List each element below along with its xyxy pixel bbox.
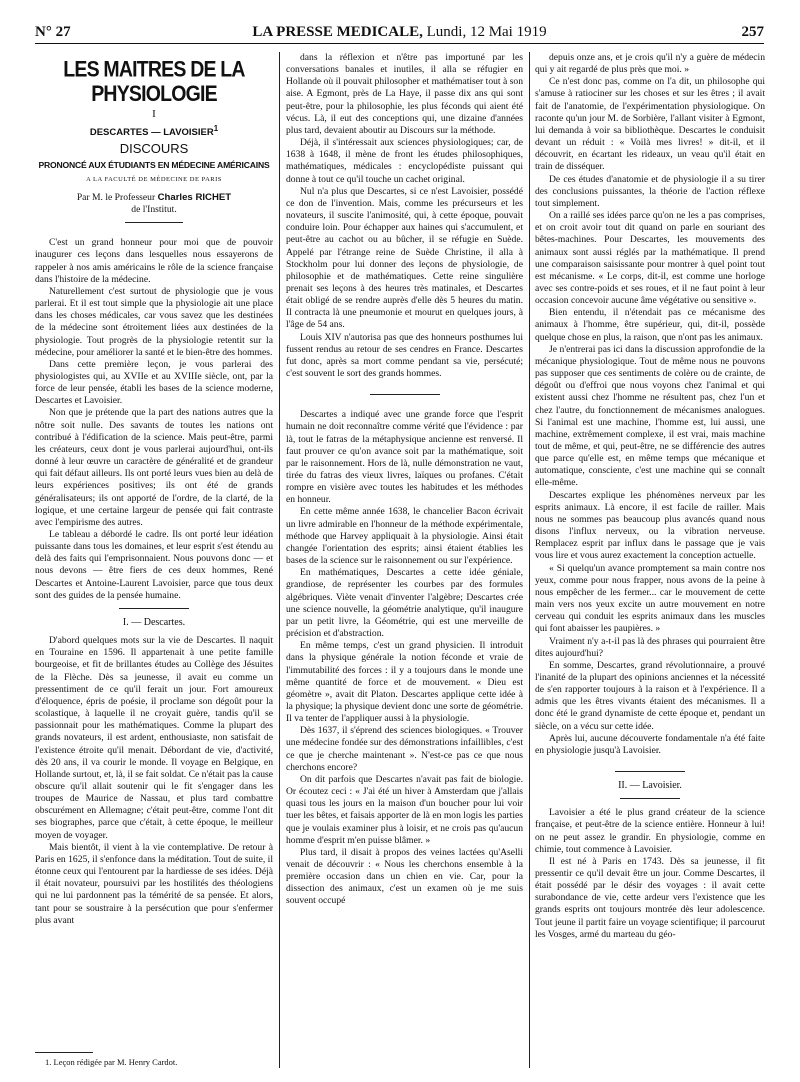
paragraph: Descartes explique les phénomènes nerveux par les esprits animaux. Là encore, il est facile de railler. Mais nous ne sommes pas beaucoup plus avancés quand nous disons l'influx nerveux, ou la vibration nerveuse. Remplacez esprit par influx dans le passage que je vais vous lire et vous aurez exactement la conception actuelle.	[535, 489, 765, 562]
paragraph: Dès 1637, il s'éprend des sciences biologiques. « Trouver une médecine fondée sur des démonstrations infaillibles, c'est ce que je cherche maintenant ». N'est-ce pas ce que nous cherchons encore?	[286, 725, 523, 773]
faculty-line: A LA FACULTÉ DE MÉDECINE DE PARIS	[86, 175, 222, 183]
article-part-number: I	[152, 108, 156, 120]
paragraph: Après lui, aucune découverte fondamentale n'a été faite en physiologie jusqu'à Lavoisier.	[535, 732, 765, 756]
paragraph: Je n'entrerai pas ici dans la discussion approfondie de la mécanique physiologique. Tout de même nous ne pouvons pas supposer que ces sentiments de colère ou de crainte, de dégoût ou d'effroi que nous voyons chez l'animal et qui existent aussi chez l'homme ne résultent pas, chez l'un et chez l'autre, du fonctionnement de mécanismes analogues. Si l'animal est une machine, l'homme est, lui aussi, une machine, extrêmement complexe, il est vrai, mais machine tout de même, et qui, peut-être, ne se différencie des autres que parce qu'elle est, en même temps que mécanique et automatique, consciente, c'est une machine qui se connaît elle-même.	[535, 343, 765, 489]
column-divider	[279, 52, 280, 1068]
issue-number: N° 27	[35, 24, 71, 40]
section-divider	[119, 608, 189, 609]
subtitle-text: DESCARTES — LAVOISIER	[89, 127, 214, 139]
issue-date: Lundi, 12 Mai 1919	[426, 24, 547, 40]
paragraph: Lavoisier a été le plus grand créateur de la science française, et peut-être de la science entière. Honneur à lui! on ne peut assez le grandir. En physiologie, comme en chimie, tout commence à Lavoisier.	[535, 807, 765, 855]
article-subtitle	[35, 123, 273, 139]
author-institution: de l'Institut.	[131, 204, 177, 216]
paragraph: Il est né à Paris en 1743. Dès sa jeunesse, il fit pressentir ce qu'il devait être un jour. Comme Descartes, il était possédé par le désir des voyages : il avait cette surabondance de vie, cette ardeur vers l'existence que les grands esprits ont toujours montrée dès leur adolescence. Tout jeune il partit faire un voyage scientifique; il parcourut les Vosges, armé du marteau du géo-	[535, 855, 765, 940]
footnote-marker: 1	[213, 124, 219, 134]
paragraph: En même temps, c'est un grand physicien. Il introduit dans la physique générale la notion féconde et vraie de l'immutabilité des forces : il y a toujours dans le monde une même quantité de force et de mouvement. « Dieu est géomètre », avait dit Platon. Descartes applique cette idée à la physique; la physique devient donc une sorte de géométrie. Il va tenter de l'appliquer aussi à la physiologie.	[286, 640, 523, 725]
column-2-paragraphs-b	[286, 409, 523, 907]
footnote-text: 1. Leçon rédigée par M. Henry Cardot.	[45, 1057, 178, 1067]
paragraph: Non que je prétende que la part des nations autres que la nôtre soit nulle. Des savants de toutes les nations ont contribué à l'édification de la science. Mais peut-être, parmi les créateurs, ceux dont je vous parlerai aujourd'hui, ont-ils donné à leur œuvre un caractère de généralité et de grandeur qui fait défaut ailleurs. Ils ont porté leurs vues bien au delà de leurs expériences positives; ils ont été de grands généralisateurs; ils ont apporté de l'ordre, de la clarté, de la logique, et une certaine largeur de pensée qui fait contraste avec l'empirisme des autres.	[35, 407, 273, 528]
paragraph: Bien entendu, il n'étendait pas ce mécanisme des animaux à l'homme, être supérieur, qui, dit-il, possède quelque chose en plus, la raison, que n'ont pas les animaux.	[535, 307, 765, 343]
column-3	[535, 52, 765, 1070]
section-divider	[615, 771, 685, 772]
paragraph: Déjà, il s'intéressait aux sciences physiologiques; car, de 1638 à 1648, il mène de front les études philosophiques, mathématiques, médicales : encyclopédiste puissant qui donne à tout ce qu'il touche un cachet original.	[286, 137, 523, 185]
author-prefix: Par M. le Professeur	[76, 191, 156, 203]
article-title: LES MAITRES DE LA PHYSIOLOGIE	[63, 57, 245, 107]
column-divider	[529, 52, 530, 1068]
column-2	[286, 52, 523, 1070]
header-divider	[35, 43, 764, 44]
paragraph: Mais bientôt, il vient à la vie contemplative. De retour à Paris en 1625, il s'enfonce dans la méditation. Tout de suite, il étonne ceux qui l'entourent par la hardiesse de ses idées. Déjà il était novateur, poursuivi par les hostilités des théologiens qui ne lui pardonnent pas la témérité de sa pensée. Et alors, tant pour se soustraire à la persécution que pour s'enfermer plus avant	[35, 841, 273, 926]
section-divider	[620, 798, 680, 799]
paragraph: Dans cette première leçon, je vous parlerai des physiologistes qui, au XVIIe et au XVIIIe siècle, ont, par la force de leur pensée, établi les bases de la science moderne, Descartes et Lavoisier.	[35, 358, 273, 407]
paragraph: « Si quelqu'un avance promptement sa main contre nos yeux, comme pour nous frapper, nous avons de la peine à nous empêcher de les fermer... car le mouvement de cette main vers nos yeux excite un autre mouvement en notre cerveau qui conduit les esprits animaux dans les muscles qui font abaisser les paupières. »	[535, 562, 765, 635]
paragraph: C'est un grand honneur pour moi que de pouvoir inaugurer ces leçons dans lesquelles nous essayerons de rappeler à nos amis américains le rôle de la science française dans l'histoire de la médecine.	[35, 237, 273, 285]
paragraph: En cette même année 1638, le chancelier Bacon écrivait un livre admirable en l'honneur de la méthode expérimentale, méthode que Harvey appliquait à la physiologie. Ainsi était changée l'orientation des esprits; ainsi étaient établies les bases de la science sur le raisonnement ou sur l'expérience.	[286, 506, 523, 567]
lavoisier-paragraphs	[535, 807, 765, 941]
author-line	[35, 192, 273, 204]
paragraph: Le tableau a débordé le cadre. Ils ont porté leur idéation puissante dans tous les domaines, et leur esprit s'est étendu au delà des faits qui l'emprisonnaient. Nous pouvons donc — et nous devons — être fiers de ces deux hommes, René Descartes et Antoine-Laurent Lavoisier, parce que tous deux sont des guides de la pensée humaine.	[35, 529, 273, 601]
paragraph: Naturellement c'est surtout de physiologie que je vous parlerai. Et il est tout simple que la physiologie ait une place dans les choses médicales, car vous savez que les destinées de la médecine sont étroitement liées aux destinées de la physiologie. Tout progrès de la physiologie retentit sur la médecine, pour améliorer la santé et le bien-être des hommes.	[35, 285, 273, 358]
page-number: 257	[741, 24, 764, 40]
column-1	[35, 52, 273, 1070]
paragraph: Ce n'est donc pas, comme on l'a dit, un philosophe qui s'amuse à ratiociner sur les choses et sur les êtres ; il avait fait de l'anatomie, de l'expérimentation physiologique. On raconte qu'un jour M. de Sorbière, l'allant visiter à Egmont, lui demanda à voir sa bibliothèque. Descartes le conduisit devant un réduit : « Voilà mes livres! » dit-il, et il découvrit, en écartant les rideaux, un veau qu'il était en train de disséquer.	[535, 76, 765, 173]
journal-header	[35, 24, 764, 41]
page-header	[35, 20, 764, 42]
footnote-divider	[35, 1052, 93, 1053]
paragraph: On a raillé ses idées parce qu'on ne les a pas comprises, et on croit avoir tout dit quand on parle en souriant des bêtes-machines. Pour Descartes, les mouvements des animaux sont aussi réglés par la mathématique. Il prend une comparaison saisissante pour montrer à quel point tout est mécanisme. « Le corps, dit-il, est comme une horloge avec ses contre-poids et ses roues, et il ne faut point à leur occasion concevoir aucune âme végétative ou sensitive ».	[535, 210, 765, 307]
paragraph: Vraiment n'y a-t-il pas là des phrases qui pourraient être dites aujourd'hui?	[535, 635, 765, 659]
paragraph: Plus tard, il disait à propos des veines lactées qu'Aselli venait de découvrir : « Nous les cherchons ensemble à la première occasion dans un chien en vie. Car, pour la dissection des animaux, c'est un examen où je me suis souvent occupé	[286, 846, 523, 907]
paragraph: Louis XIV n'autorisa pas que des honneurs posthumes lui fussent rendus au retour de ses cendres en France. Descartes fut donc, après sa mort comme pendant sa vie, persécuté; c'est souvent le sort des grands hommes.	[286, 331, 523, 380]
footnote	[35, 1052, 273, 1067]
paragraph: Descartes a indiqué avec une grande force que l'esprit humain ne doit reconnaître comme vérité que l'évidence : par là, tout le fatras de la métaphysique ancienne est renversé. Il faut prouver ce qu'on avance soit par la mathématique, soit par le raisonnement. Hors de là, nulle démonstration ne vaut, tirée du fatras des vieux livres, laïques ou profanes. C'était rompre en visière avec toutes les habitudes et les méthodes en honneur.	[286, 409, 523, 506]
descartes-paragraphs	[35, 635, 273, 927]
intro-paragraphs	[35, 237, 273, 602]
author-name: Charles RICHET	[157, 191, 232, 203]
section-heading-descartes: I. — Descartes.	[122, 616, 186, 628]
paragraph: En mathématiques, Descartes a cette idée géniale, grandiose, de représenter les courbes par des formules algébriques. Viète venait d'inventer l'algèbre; Descartes crée une science nouvelle, la géométrie analytique, qu'il inaugure par un petit livre, la Géométrie, qui est une merveille de précision et d'abstraction.	[286, 567, 523, 640]
paragraph: De ces études d'anatomie et de physiologie il a su tirer des conclusions puissantes, la théorie de l'action réflexe tout simplement.	[535, 173, 765, 209]
section-heading-lavoisier: II. — Lavoisier.	[618, 780, 682, 792]
column-2-paragraphs-a	[286, 52, 523, 380]
paragraph: depuis onze ans, et je crois qu'il n'y a guère de médecin qui y ait regardé de plus près que moi. »	[535, 52, 765, 76]
paragraph: Nul n'a plus que Descartes, si ce n'est Lavoisier, possédé ce don de l'invention. Mais, comme les précurseurs et les novateurs, il suscite l'animosité, qui, à cette époque, pouvait conduire loin. Pour échapper aux haines qui s'accumulent, et peut-être au cachot ou au bûcher, il se réfugie en Suède. Appelé par l'étrange reine de Suède Christine, il alla à Stockholm pour lui donner des leçons de physiologie, de philosophie et de mathématiques. Cette reine singulière prenait ses leçons à des heures très matinales, et Descartes était obligé de se rendre auprès d'elle dès 5 heures du matin. Il contracta là une pneumonie et mourut en quelques jours, à l'âge de 54 ans.	[286, 185, 523, 331]
pronounced-line: PRONONCÉ AUX ÉTUDIANTS EN MÉDECINE AMÉRICAINS	[38, 159, 270, 170]
column-3-paragraphs-a	[535, 52, 765, 757]
discours-heading: DISCOURS	[119, 141, 189, 157]
section-divider	[370, 394, 440, 395]
paragraph: dans la réflexion et n'être pas importuné par les conversations banales et inutiles, il alla se réfugier en Hollande où il pouvait philosopher et mathématiser tout à son aise. A Egmont, près de La Haye, il passe dix ans qui sont peut-être, pour la philosophie, les plus féconds qui aient été vécus. Là, il eut des conceptions qui, une dizaine d'années plus tard, devaient aboutir au Discours sur la méthode.	[286, 52, 523, 136]
paragraph: D'abord quelques mots sur la vie de Descartes. Il naquit en Touraine en 1596. Il appartenait à une petite famille bourgeoise, et fit de brillantes études au Collège des Jésuites de la Flèche. Dès sa jeunesse, il avait eu comme un pressentiment de ce qu'il ferait un jour. Fort amoureux d'éloquence, épris de poésie, il proclame son dégoût pour la scolastique, à laquelle il ne croyait guère, tandis qu'il se passionnait pour les mathématiques. Comme la plupart des grands novateurs, il est ardent, enthousiaste, non satisfait de l'existence étroite qu'il menait. Débordant de vie, d'activité, dès 20 ans, il va courir le monde. Il voyage en Belgique, en Hollande surtout, et, là, il se fait soldat. Ce n'était pas la cause obscure qu'il allait soutenir qui le fit s'engager dans les troupes de Maurice de Nassau, et plus tard combattre obscurément en Allemagne; c'était peut-être, comme l'ont dit ses biographes, parce que c'était, à cette époque, le meilleur moyen de voyager.	[35, 635, 273, 841]
paragraph: En somme, Descartes, grand révolutionnaire, a prouvé l'inanité de la plupart des opinions anciennes et la nécessité de s'en rapporter toujours à la raison et à l'expérience. Il a admis que les êtres vivants étaient des mécanismes. Il a donc été le grand dynamiste de cette époque et, pendant un siècle, on a vécu sur cette idée.	[535, 659, 765, 732]
paragraph: On dit parfois que Descartes n'avait pas fait de biologie. Or écoutez ceci : « J'ai été un hiver à Amsterdam que j'allais quasi tous les jours en la maison d'un boucher pour lui voir tuer les bêtes, et faisais apporter de là en mon logis les parties que je voulais examiner plus à loisir, et ne crois pas qu'aucun homme d'esprit m'en puisse blâmer. »	[286, 773, 523, 846]
title-divider	[125, 222, 183, 223]
journal-title: LA PRESSE MEDICALE,	[252, 24, 423, 40]
